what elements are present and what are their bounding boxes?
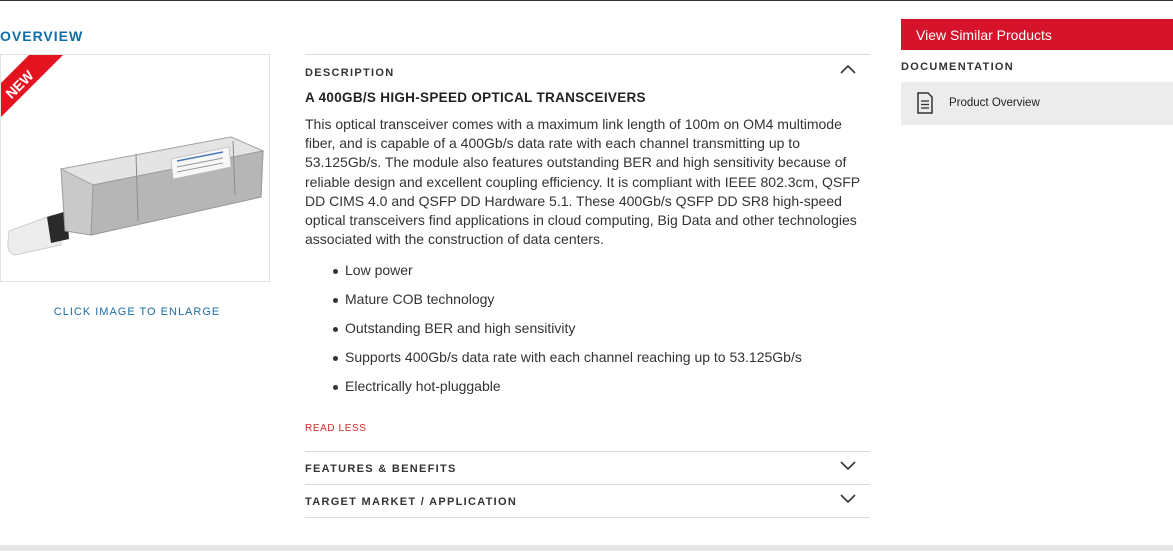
product-image[interactable] [0, 54, 270, 282]
documentation-heading: DOCUMENTATION [901, 61, 1015, 73]
list-item: Mature COB technology [305, 285, 870, 314]
list-item: Electrically hot-pluggable [305, 372, 870, 401]
footer-bar [0, 545, 1173, 551]
read-less-link[interactable]: READ LESS [305, 423, 367, 435]
features-section-label: FEATURES & BENEFITS [305, 463, 457, 476]
list-item: Low power [305, 256, 870, 285]
document-icon [916, 92, 934, 114]
product-title: A 400GB/S HIGH-SPEED OPTICAL TRANSCEIVERS [305, 90, 646, 105]
description-panel [305, 54, 870, 518]
feature-bullet-list [305, 256, 870, 401]
click-to-enlarge-link[interactable]: CLICK IMAGE TO ENLARGE [53, 306, 221, 318]
chevron-up-icon [840, 64, 856, 74]
new-ribbon-label: NEW [2, 67, 37, 102]
overview-heading: OVERVIEW [0, 28, 84, 44]
top-divider [0, 0, 1173, 1]
document-label: Product Overview [949, 97, 1040, 109]
list-item: Supports 400Gb/s data rate with each channel reaching up to 53.125Gb/s [305, 343, 870, 372]
new-ribbon-badge [1, 55, 71, 125]
description-section-label: DESCRIPTION [305, 67, 395, 79]
chevron-down-icon [840, 494, 856, 504]
target-market-section-header[interactable] [305, 485, 870, 517]
features-section-header[interactable] [305, 452, 870, 484]
list-item: Outstanding BER and high sensitivity [305, 314, 870, 343]
target-market-section-label: TARGET MARKET / APPLICATION [305, 496, 518, 509]
product-overview-document-link[interactable] [901, 82, 1173, 125]
divider [305, 517, 870, 518]
chevron-down-icon [840, 461, 856, 471]
description-section-header[interactable] [305, 55, 870, 87]
description-paragraph: This optical transceiver comes with a maximum link length of 100m on OM4 multimode fiber, and is capable of a 400Gb/s data rate with each channel transmitting up to 53.125Gb/s. The module also features outstanding BER and high sensitivity because of reliable design and excellent coupling efficiency. It is compliant with IEEE 802.3cm, QSFP DD CIMS 4.0 and QSFP DD Hardware 5.1. These 400Gb/s QSFP DD SR8 high-speed optical transceivers find applications in cloud computing, Big Data and other technologies associated with the construction of data centers. [305, 116, 860, 248]
view-similar-products-button[interactable]: View Similar Products [901, 19, 1173, 50]
